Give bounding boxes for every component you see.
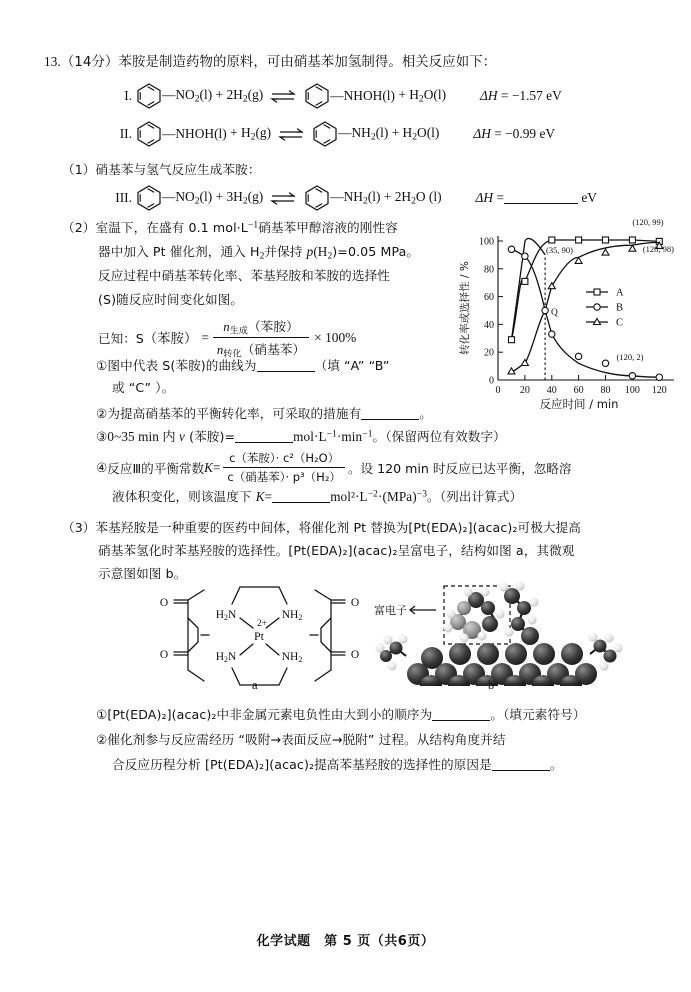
part-3-item-1 [96,705,666,725]
reaction-III-enthalpy: ΔH = eV [475,190,597,205]
answer-blank-electronegativity[interactable] [432,708,490,721]
annotation-120-98: (120, 98) [642,244,674,254]
part-3-line-1 [62,518,662,538]
item-4-unit-sup1: −2 [367,489,379,500]
item-4-k-symbol-2: K [255,489,265,504]
question-13-stem [44,52,659,73]
amine-label-top-left: H2N [215,609,237,622]
oxygen-label-bottom-left: O [159,649,169,661]
item-3-text-a: 0~35 min 内 [107,429,179,444]
part-2-l2a: 器中加入 Pt 催化剂，通入 H [98,244,260,259]
part-3-text-2: 硝基苯氢化时苯基羟胺的选择性。[Pt(EDA)₂](acac)₂呈富电子，结构如图 a，其微观 [98,543,575,558]
item-3-unit: mol·L [293,429,327,444]
svg-text:120: 120 [651,385,667,396]
adsorbed-complex-cluster [444,588,505,643]
svg-text:20: 20 [519,385,530,396]
item-3-unit-sup2: −1 [362,429,373,440]
reaction-II-left-addend: + $H_2(g)$ [230,125,272,143]
figure-a-caption: a [252,678,258,692]
svg-text:80: 80 [484,264,494,276]
legend-label-C: C [616,317,624,329]
item-3-rate-symbol: v [179,429,185,444]
reaction-II-left-substituent: —NHOH(l) [162,126,227,141]
item-3-unit-mid: ·min [336,429,363,444]
y-tick-labels [479,237,494,387]
equilibrium-arrow-icon [270,190,296,206]
part-3-text-3: 示意图如图 b。 [98,566,187,581]
oxygen-label-bottom-right: O [350,649,360,661]
figure-b-svg [372,578,657,696]
answer-blank-rate[interactable] [235,430,293,443]
item-2-text-b: 。 [419,406,432,421]
part-2-item-1 [96,356,466,376]
fraction-numerator: $n_{生成}$（苯胺） [213,316,309,338]
reaction-III [110,184,597,212]
point-Q-marker [542,307,548,313]
amine-label-bottom-left: H2N [215,651,237,664]
part-3-text-1: 苯基羟胺是一种重要的医药中间体，将催化剂 Pt 替换为[Pt(EDA)₂](acac)₂可极大提高 [95,520,582,535]
conversion-selectivity-chart [452,212,691,412]
part-2-l2b: 并保持 [264,244,307,259]
part-1-number: （1） [62,162,96,177]
item-3-text-b: (苯胺)= [184,429,236,444]
part-2-text-a: 室温下，在盛有 0.1 mol·L [95,220,248,235]
reaction-II-right-addend: + $H_2O(l)$ [391,125,440,143]
item-marker-4: ④ [96,460,108,475]
charge-label: 2+ [256,619,268,629]
platinum-center-label: Pt [253,629,265,643]
item-marker-3: ③ [96,429,108,444]
part-2-l3: 反应过程中硝基苯转化率、苯基羟胺和苯胺的选择性 [98,268,390,283]
amine-label-bottom-right: NH2 [281,651,303,664]
reaction-III-right-substituent: $—NH_2(l)$ [330,189,381,207]
oxygen-label-top-left: O [159,597,169,609]
part-2-l4: (S)随反应时间变化如图。 [98,292,244,307]
svg-text:0: 0 [489,375,494,387]
chart-legend [586,288,624,329]
item-marker-1: ① [96,358,108,373]
x-axis-label: 反应时间 / min [539,397,619,411]
part3-item-2-text-b: 合反应历程分析 [Pt(EDA)₂](acac)₂提高苯基羟胺的选择性的原因是 [112,757,492,772]
reaction-I-enthalpy: ΔH = −1.57 eV [480,88,562,103]
reaction-I [110,82,562,110]
part-2-item-4 [96,450,571,485]
item-3-unit-sup1: −1 [326,429,337,440]
svg-text:40: 40 [546,385,557,396]
svg-text:100: 100 [479,236,494,248]
reaction-I-right-addend: + $H_2O(l)$ [398,87,447,105]
item-4-unit: mol²·L [330,489,368,504]
answer-blank-k-value[interactable] [272,490,330,503]
series-A-markers [509,237,663,343]
part-3-line-2 [98,541,658,561]
part3-item-marker-1: ① [96,707,108,722]
item-1-text-b: （填 “A” “B” [314,358,390,373]
annotation-120-2: (120, 2) [616,352,644,362]
reaction-II-label: II. [119,126,132,141]
equilibrium-constant-fraction [223,450,345,485]
selectivity-definition [98,316,356,360]
part3-item-1-text-a: [Pt(EDA)₂](acac)₂中非金属元素电负性由大到小的顺序为 [107,707,433,722]
benzene-ring-icon [136,184,162,212]
answer-blank-selectivity-reason[interactable] [492,758,550,771]
item-1-text-a: 图中代表 S(苯胺)的曲线为 [107,358,257,373]
part-2-l2d: )=0.05 MPa。 [332,244,420,259]
k-fraction-numerator: c（苯胺）· c²（H₂O） [223,450,345,468]
svg-text:40: 40 [484,319,494,331]
part-2-pressure-symbol: p [306,244,314,259]
item-4-text-b: = [212,459,221,475]
item-4-k-symbol: K [204,459,213,475]
part-2-number: （2） [62,220,96,235]
svg-text:60: 60 [573,385,584,396]
annotation-35-90: (35, 90) [546,245,573,255]
item-4-unit-sup2: −3 [416,489,428,500]
y-axis-label: 转化率或选择性 / % [459,261,471,355]
part-2-line-4 [98,290,458,310]
answer-blank-curve[interactable] [257,359,315,372]
y-axis-ticks [498,241,503,380]
question-number: 13. [44,54,61,69]
reaction-II-right-substituent: $—NH_2(l)$ [338,125,389,143]
item-3-text-c: 。（保留两位有效数字） [372,429,506,444]
benzene-ring-icon [136,120,162,148]
part-2-l2sub2: 2 [327,251,333,262]
series-A-curve [512,240,660,340]
legend-label-A: A [616,287,624,299]
molecule-left-edge [376,635,408,671]
item-4-unit-mid: ·(MPa) [378,489,417,504]
part-2-item-4-cont [112,487,672,507]
part-2-item-1-cont [112,378,174,398]
annotation-Q: Q [551,308,558,318]
answer-blank-measures[interactable] [361,407,419,420]
molecule-right-edge [589,633,623,671]
benzene-ring-icon [304,82,330,110]
part-2-line-3 [98,266,458,286]
part-2-l2c: (H [313,244,328,259]
svg-text:60: 60 [484,292,494,304]
selectivity-fraction [213,316,309,360]
part-2-line-2 [98,242,458,264]
part-2-line-1 [62,218,457,238]
reaction-III-label: III. [115,190,132,205]
svg-text:20: 20 [484,347,494,359]
part-2-item-3 [96,427,656,447]
figure-a-structure [152,578,367,696]
benzene-ring-icon [312,120,338,148]
svg-text:100: 100 [624,385,640,396]
question-marks: （14分） [60,55,119,70]
chart-svg [452,212,691,412]
figure-a-svg [152,578,367,696]
item-4-text-f: 。（列出计算式） [427,489,523,504]
k-fraction-denominator: c（硝基苯）· p³（H₂） [227,470,341,484]
item-2-text-a: 为提高硝基苯的平衡转化率，可采取的措施有 [107,406,362,421]
part-1-heading [62,160,261,180]
svg-text:80: 80 [600,385,611,396]
part-1-text: 硝基苯与氢气反应生成苯胺： [95,162,261,177]
reaction-I-left-addend: + $2H_2(g)$ [215,87,264,105]
fraction-denominator: $n_{转化}$（硝基苯） [216,343,306,360]
item-marker-2: ② [96,406,108,421]
reaction-II-enthalpy: ΔH = −0.99 eV [473,126,556,141]
part3-item-2-text-a: 催化剂参与反应需经历 “吸附→表面反应→脱附” 过程。从结构角度并结 [107,732,506,747]
equilibrium-arrow-icon [270,88,296,104]
known-prefix: 已知：S [98,331,144,347]
part-3-item-2 [96,730,666,750]
reaction-III-right-addend: + $2H_2O$ (l) [383,189,442,207]
part3-item-2-text-c: 。 [549,757,563,772]
benzene-ring-icon [136,82,162,110]
oxygen-label-top-right: O [350,597,360,609]
electron-rich-annotation: 富电子 [374,604,407,617]
part3-item-marker-2: ② [96,732,108,747]
part-3-number: （3） [62,520,96,535]
item-4-text-c: 。设 120 min 时反应已达平衡，忽略溶 [347,461,572,476]
svg-text:0: 0 [495,385,501,396]
annotation-arrow-icon [410,606,436,614]
benzene-ring-icon [304,184,330,212]
part3-item-1-text-b: 。（填元素符号） [490,707,586,722]
page-footer: 化学试题 第 5 页（共6页） [256,934,435,949]
reaction-I-left-substituent: $—NO_2(l)$ [162,87,213,105]
known-arg: （苯胺） [143,332,198,348]
x-tick-labels [496,385,667,396]
reaction-III-left-addend: + $3H_2(g)$ [215,189,264,207]
item-4-text-a: 反应Ⅲ的平衡常数 [107,461,205,476]
known-eq: = [201,329,209,345]
reaction-I-right-substituent: —NHOH(l) [330,88,395,103]
part-3-item-2-cont [112,755,682,775]
annotation-120-99: (120, 99) [632,217,664,227]
ligand-chain-right [500,582,540,646]
item-4-text-d: 液体积变化，则该温度下 [112,489,256,504]
known-suffix: × 100% [314,329,357,345]
question-stem-text: 苯胺是制造药物的原料，可由硝基苯加氢制得。相关反应如下： [118,55,497,70]
equilibrium-arrow-icon [278,126,304,142]
reaction-II [110,120,555,148]
answer-blank-enthalpy[interactable] [504,191,578,204]
figure-b-caption: b [488,678,495,692]
figure-b-surface-model [372,578,657,696]
reaction-I-label: I. [124,88,132,103]
part-2-text-b: 硝基苯甲醇溶液的刚性容 [258,220,398,235]
part-2-l2sub: 2 [259,251,265,262]
legend-label-B: B [616,302,624,314]
reaction-III-left-substituent: $—NO_2(l)$ [162,189,213,207]
item-4-text-e: = [264,489,273,504]
part-2-sup-a: −1 [247,220,259,231]
item-1-text-c: 或 “C” ）。 [112,380,175,395]
amine-label-top-right: NH2 [281,609,303,622]
